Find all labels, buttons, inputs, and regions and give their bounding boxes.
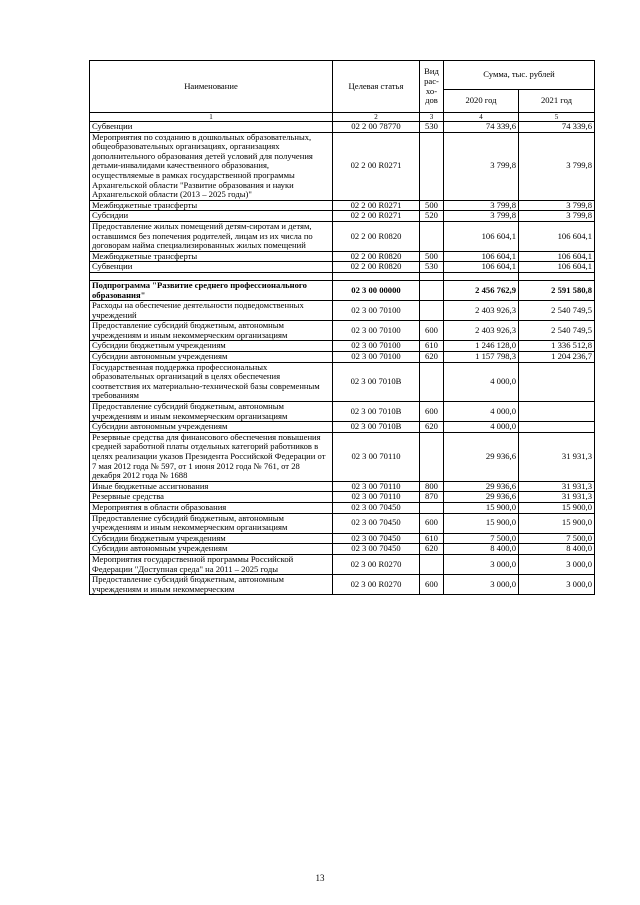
table-row <box>90 432 595 481</box>
row-target-code: 02 3 00 7010В <box>333 422 420 433</box>
row-target-code: 02 3 00 70100 <box>333 301 420 321</box>
row-amount-2021: 106 604,1 <box>519 262 595 273</box>
row-amount-2021: 1 204 236,7 <box>519 352 595 363</box>
row-amount-2020 <box>444 272 519 280</box>
table-header-row <box>90 61 595 90</box>
row-target-code: 02 3 00 70110 <box>333 481 420 492</box>
row-name: Субсидии автономным учреждениям <box>90 422 333 433</box>
table-row <box>90 502 595 513</box>
row-amount-2021: 1 336 512,8 <box>519 341 595 352</box>
row-amount-2020: 29 936,6 <box>444 432 519 481</box>
row-amount-2020: 4 000,0 <box>444 362 519 401</box>
row-target-code: 02 3 00 70450 <box>333 513 420 533</box>
row-expense-type: 600 <box>420 321 444 341</box>
row-target-code: 02 3 00 70110 <box>333 432 420 481</box>
table-row <box>90 352 595 363</box>
header-kind: Вид рас-хо-дов <box>420 61 444 113</box>
table-row <box>90 251 595 262</box>
row-target-code: 02 3 00 70450 <box>333 533 420 544</box>
row-expense-type: 620 <box>420 352 444 363</box>
row-amount-2020: 1 246 128,0 <box>444 341 519 352</box>
row-target-code: 02 3 00 R0270 <box>333 575 420 595</box>
row-amount-2021: 106 604,1 <box>519 221 595 251</box>
header-code: Целевая статья <box>333 61 420 113</box>
row-expense-type <box>420 362 444 401</box>
table-row <box>90 122 595 133</box>
row-name: Расходы на обеспечение деятельности подведомственных учреждений <box>90 301 333 321</box>
row-name: Резервные средства для финансового обеспечения повышения средней заработной платы отдельных категорий работников в целях реализации указов Президента Российской Федерации от 7 мая 2012 года № 597, от 1 июня 2012 года № 761, от 28 декабря 2012 года № 1688 <box>90 432 333 481</box>
row-expense-type: 530 <box>420 262 444 273</box>
row-amount-2020: 3 000,0 <box>444 575 519 595</box>
row-amount-2021: 8 400,0 <box>519 544 595 555</box>
table-row <box>90 544 595 555</box>
table-row <box>90 492 595 503</box>
row-expense-type: 800 <box>420 481 444 492</box>
header-sum: Сумма, тыс. рублей <box>444 61 595 90</box>
row-amount-2020: 15 900,0 <box>444 513 519 533</box>
row-expense-type: 620 <box>420 544 444 555</box>
table-row <box>90 341 595 352</box>
row-amount-2021 <box>519 422 595 433</box>
row-target-code: 02 2 00 R0271 <box>333 132 420 200</box>
row-target-code: 02 3 00 70110 <box>333 492 420 503</box>
row-amount-2021 <box>519 272 595 280</box>
table-row <box>90 481 595 492</box>
row-amount-2021: 2 540 749,5 <box>519 301 595 321</box>
table-row <box>90 200 595 211</box>
table-row <box>90 422 595 433</box>
row-expense-type: 500 <box>420 251 444 262</box>
row-target-code: 02 2 00 R0271 <box>333 200 420 211</box>
row-amount-2021: 106 604,1 <box>519 251 595 262</box>
table-row <box>90 554 595 574</box>
row-name: Субсидии автономным учреждениям <box>90 544 333 555</box>
row-target-code: 02 2 00 R0271 <box>333 211 420 222</box>
row-expense-type <box>420 432 444 481</box>
header-name: Наименование <box>90 61 333 113</box>
row-name: Субвенции <box>90 122 333 133</box>
row-amount-2021: 15 900,0 <box>519 513 595 533</box>
row-amount-2020: 106 604,1 <box>444 262 519 273</box>
row-target-code: 02 3 00 70100 <box>333 352 420 363</box>
row-name: Мероприятия по созданию в дошкольных образовательных, общеобразовательных организациях, организациях дополнительного образования детей условий для получения детьми-инвалидами качественного образования, осуществляемые в рамках государственной программы Архангельской области "Развитие образования и науки Архангельской области (2013 – 2025 годы)" <box>90 132 333 200</box>
row-name: Субвенции <box>90 262 333 273</box>
column-number: 5 <box>519 113 595 122</box>
row-amount-2020: 7 500,0 <box>444 533 519 544</box>
table-row <box>90 262 595 273</box>
table-row <box>90 575 595 595</box>
row-name: Предоставление субсидий бюджетным, автономным учреждениям и иным некоммерческим <box>90 575 333 595</box>
row-amount-2020: 106 604,1 <box>444 221 519 251</box>
row-name: Предоставление субсидий бюджетным, автономным учреждениям и иным некоммерческим организациям <box>90 513 333 533</box>
row-expense-type: 600 <box>420 402 444 422</box>
column-numbers-row <box>90 113 595 122</box>
table-row <box>90 301 595 321</box>
row-amount-2020: 29 936,6 <box>444 492 519 503</box>
row-amount-2020: 4 000,0 <box>444 402 519 422</box>
row-amount-2020: 15 900,0 <box>444 502 519 513</box>
row-target-code: 02 3 00 70100 <box>333 321 420 341</box>
row-expense-type <box>420 502 444 513</box>
row-name: Предоставление субсидий бюджетным, автономным учреждениям и иным некоммерческим организациям <box>90 402 333 422</box>
row-amount-2021: 74 339,6 <box>519 122 595 133</box>
row-amount-2020: 3 799,8 <box>444 211 519 222</box>
column-number: 1 <box>90 113 333 122</box>
table-spacer-row <box>90 272 595 280</box>
header-year-2021: 2021 год <box>519 90 595 113</box>
row-name: Предоставление субсидий бюджетным, автономным учреждениям и иным некоммерческим организациям <box>90 321 333 341</box>
row-amount-2020: 74 339,6 <box>444 122 519 133</box>
table-row <box>90 221 595 251</box>
row-amount-2021: 7 500,0 <box>519 533 595 544</box>
row-expense-type: 600 <box>420 575 444 595</box>
row-expense-type: 870 <box>420 492 444 503</box>
row-expense-type: 500 <box>420 200 444 211</box>
row-name <box>90 272 333 280</box>
row-name: Субсидии <box>90 211 333 222</box>
row-expense-type: 600 <box>420 513 444 533</box>
row-target-code: 02 3 00 70100 <box>333 341 420 352</box>
row-amount-2020: 3 000,0 <box>444 554 519 574</box>
row-name: Межбюджетные трансферты <box>90 251 333 262</box>
row-target-code: 02 3 00 R0270 <box>333 554 420 574</box>
row-amount-2020: 106 604,1 <box>444 251 519 262</box>
row-target-code: 02 3 00 70450 <box>333 502 420 513</box>
table-row <box>90 402 595 422</box>
row-target-code <box>333 272 420 280</box>
row-expense-type <box>420 280 444 300</box>
row-target-code: 02 3 00 7010В <box>333 362 420 401</box>
row-name: Межбюджетные трансферты <box>90 200 333 211</box>
column-number: 3 <box>420 113 444 122</box>
row-amount-2021: 15 900,0 <box>519 502 595 513</box>
row-target-code: 02 2 00 78770 <box>333 122 420 133</box>
row-target-code: 02 2 00 R0820 <box>333 262 420 273</box>
row-name: Резервные средства <box>90 492 333 503</box>
row-name: Мероприятия государственной программы Российской Федерации "Доступная среда" на 2011 – 2025 годы <box>90 554 333 574</box>
table-row <box>90 132 595 200</box>
table-row <box>90 321 595 341</box>
row-amount-2021: 3 000,0 <box>519 554 595 574</box>
row-amount-2021: 3 799,8 <box>519 200 595 211</box>
row-amount-2021: 2 591 580,8 <box>519 280 595 300</box>
row-amount-2021: 3 000,0 <box>519 575 595 595</box>
row-target-code: 02 3 00 00000 <box>333 280 420 300</box>
row-amount-2021: 3 799,8 <box>519 211 595 222</box>
row-expense-type: 620 <box>420 422 444 433</box>
budget-table <box>89 60 595 595</box>
row-name: Субсидии автономным учреждениям <box>90 352 333 363</box>
row-amount-2021: 3 799,8 <box>519 132 595 200</box>
row-target-code: 02 3 00 7010В <box>333 402 420 422</box>
row-target-code: 02 3 00 70450 <box>333 544 420 555</box>
row-amount-2020: 3 799,8 <box>444 200 519 211</box>
row-name: Государственная поддержка профессиональных образовательных организаций в целях обеспечения соответствия их материально-технической базы современным требованиям <box>90 362 333 401</box>
row-amount-2020: 3 799,8 <box>444 132 519 200</box>
row-expense-type <box>420 554 444 574</box>
row-expense-type: 530 <box>420 122 444 133</box>
row-amount-2021: 31 931,3 <box>519 492 595 503</box>
row-target-code: 02 2 00 R0820 <box>333 251 420 262</box>
row-expense-type <box>420 272 444 280</box>
row-amount-2020: 2 456 762,9 <box>444 280 519 300</box>
table-row <box>90 533 595 544</box>
table-row <box>90 513 595 533</box>
row-expense-type: 610 <box>420 341 444 352</box>
row-amount-2020: 8 400,0 <box>444 544 519 555</box>
table-row <box>90 211 595 222</box>
row-expense-type <box>420 132 444 200</box>
row-amount-2020: 2 403 926,3 <box>444 321 519 341</box>
row-amount-2021: 2 540 749,5 <box>519 321 595 341</box>
header-year-2020: 2020 год <box>444 90 519 113</box>
row-amount-2021 <box>519 402 595 422</box>
row-amount-2020: 1 157 798,3 <box>444 352 519 363</box>
row-name: Субсидии бюджетным учреждениям <box>90 533 333 544</box>
table-row <box>90 280 595 300</box>
row-amount-2021: 31 931,3 <box>519 432 595 481</box>
page-number: 13 <box>315 873 325 883</box>
row-name: Мероприятия в области образования <box>90 502 333 513</box>
row-amount-2020: 29 936,6 <box>444 481 519 492</box>
row-expense-type <box>420 221 444 251</box>
column-number: 4 <box>444 113 519 122</box>
row-amount-2020: 2 403 926,3 <box>444 301 519 321</box>
row-target-code: 02 2 00 R0820 <box>333 221 420 251</box>
row-expense-type <box>420 301 444 321</box>
row-name: Субсидии бюджетным учреждениям <box>90 341 333 352</box>
row-name: Иные бюджетные ассигнования <box>90 481 333 492</box>
row-expense-type: 520 <box>420 211 444 222</box>
row-name: Подпрограмма "Развитие среднего профессионального образования" <box>90 280 333 300</box>
row-amount-2021: 31 931,3 <box>519 481 595 492</box>
row-expense-type: 610 <box>420 533 444 544</box>
column-number: 2 <box>333 113 420 122</box>
table-row <box>90 362 595 401</box>
row-amount-2021 <box>519 362 595 401</box>
row-amount-2020: 4 000,0 <box>444 422 519 433</box>
row-name: Предоставление жилых помещений детям-сиротам и детям, оставшимся без попечения родителей, лицам из их числа по договорам найма специализированных жилых помещений <box>90 221 333 251</box>
